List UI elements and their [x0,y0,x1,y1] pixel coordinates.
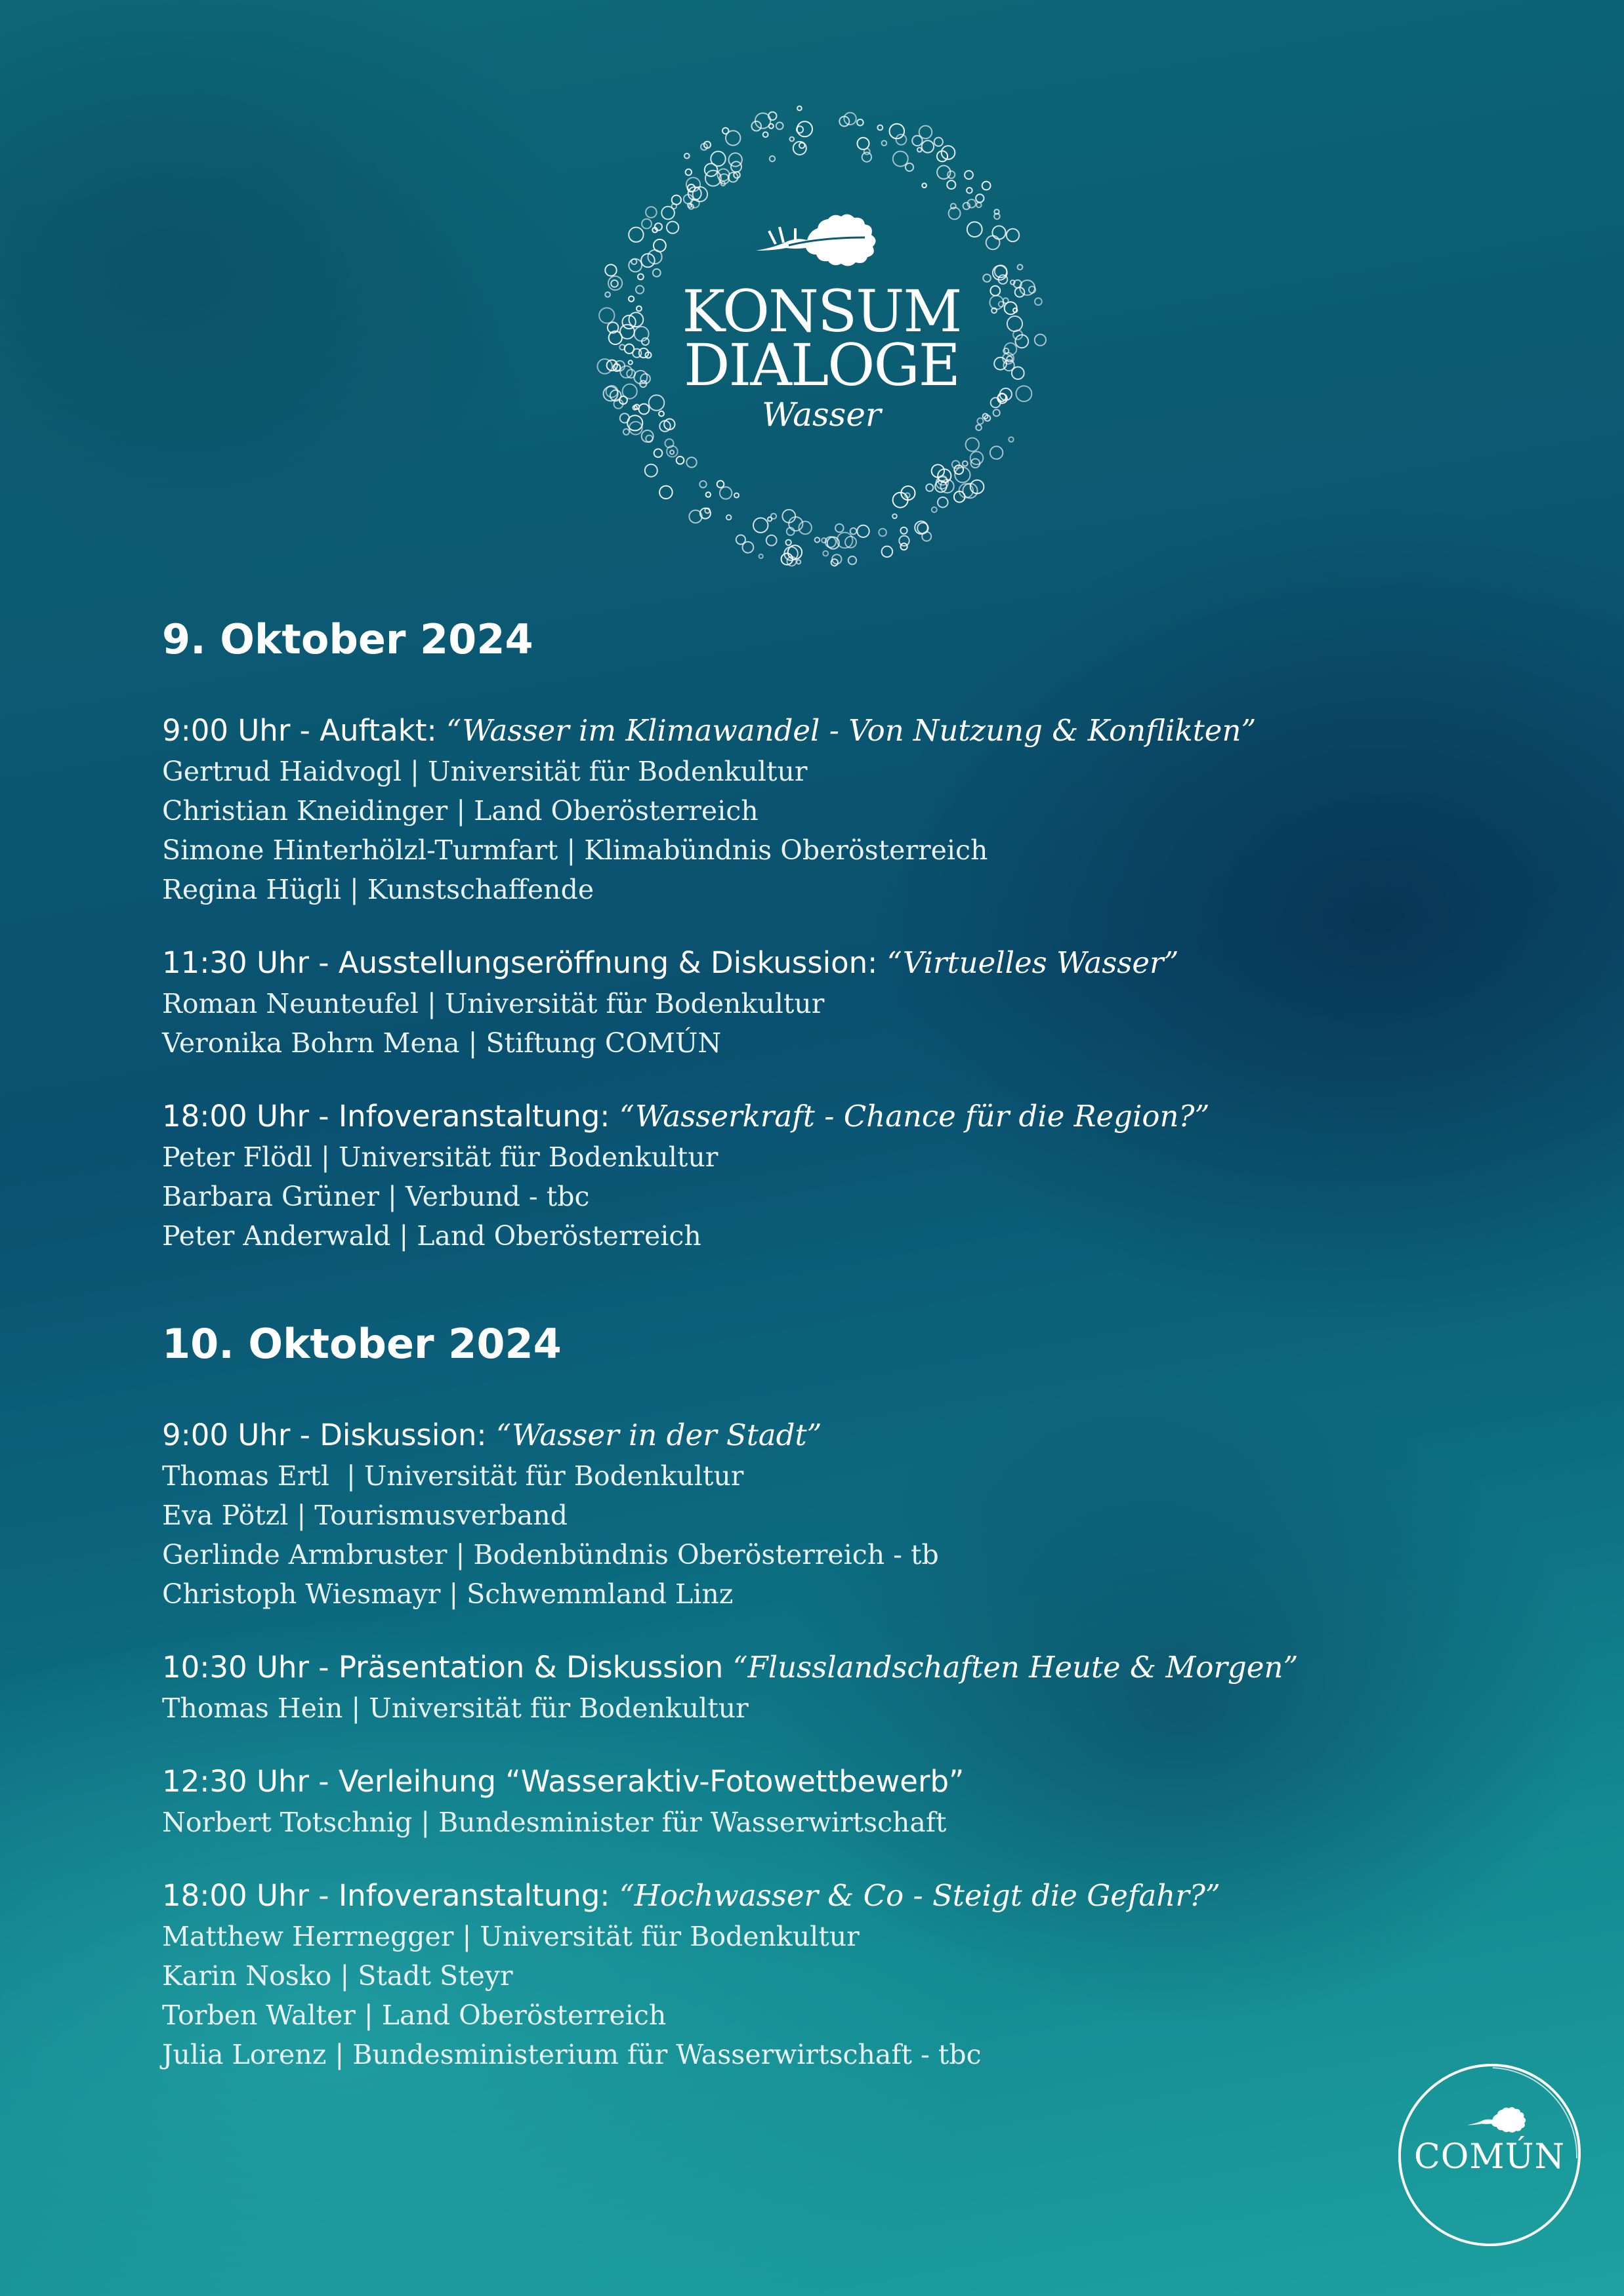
session-time: 9:00 Uhr [162,1418,291,1452]
session-block [162,1647,1474,1728]
session-time: 11:30 Uhr [162,945,309,980]
time-separator: - [308,1764,339,1799]
speaker-line: Julia Lorenz | Bundesministerium für Wasserwirtschaft - tbc [162,2039,982,2070]
session-topic: “Wasserkraft - Chance für die Region?” [619,1099,1210,1134]
speaker-line: Simone Hinterhölzl-Turmfart | Klimabündnis Oberösterreich [162,834,988,866]
speaker-line: Karin Nosko | Stadt Steyr [162,1960,513,1992]
session-block [162,1414,1474,1614]
session-heading [162,1875,1474,1917]
event-logo [588,92,1055,577]
session-time: 9:00 Uhr [162,713,291,748]
session-topic: “Virtuelles Wasser” [886,945,1179,980]
speaker-line: Christian Kneidinger | Land Oberösterreich [162,795,759,827]
speaker-line: Gerlinde Armbruster | Bodenbündnis Oberösterreich - tb [162,1539,939,1570]
speaker-line: Peter Anderwald | Land Oberösterreich [162,1220,701,1252]
comun-logo [1394,2060,1585,2250]
time-separator: - [308,1650,339,1685]
session-time: 18:00 Uhr [162,1878,309,1913]
session-block [162,1096,1474,1256]
speaker-line: Gertrud Haidvogl | Universität für Bodenkultur [162,756,808,787]
session-type: Infoveranstaltung: [338,1878,619,1913]
speaker-line: Thomas Ertl | Universität für Bodenkultur [162,1460,744,1492]
time-separator: - [290,1418,320,1452]
day-title: 10. Oktober 2024 [162,1320,562,1368]
session-topic: “Wasser in der Stadt” [495,1418,822,1452]
session-type: Infoveranstaltung: [338,1099,619,1134]
time-separator: - [308,945,339,980]
session-heading [162,942,1474,984]
day-title: 9. Oktober 2024 [162,615,533,663]
session-block [162,942,1474,1063]
logo-subtitle: Wasser [762,396,881,434]
session-topic: “Hochwasser & Co - Steigt die Gefahr?” [619,1878,1220,1913]
time-separator: - [308,1099,339,1134]
session-type: Präsentation & Diskussion [338,1650,733,1685]
speaker-line: Matthew Herrnegger | Universität für Bodenkultur [162,1921,860,1952]
speaker-line: Eva Pötzl | Tourismusverband [162,1500,568,1531]
speaker-line: Peter Flödl | Universität für Bodenkultur [162,1141,718,1173]
speaker-line: Barbara Grüner | Verbund - tbc [162,1181,590,1212]
oak-leaf-icon [1463,2106,1529,2135]
session-block [162,710,1474,909]
time-separator: - [290,713,320,748]
program-schedule [162,610,1474,2074]
speaker-line: Roman Neunteufel | Universität für Bodenkultur [162,988,825,1019]
speaker-line: Regina Hügli | Kunstschaffende [162,874,594,905]
session-block [162,1875,1474,2074]
session-heading [162,1414,1474,1456]
session-topic: “Wasser im Klimawandel - Von Nutzung & Konflikten” [446,713,1257,748]
speaker-line: Norbert Totschnig | Bundesminister für Wasserwirtschaft [162,1807,947,1838]
time-separator: - [308,1878,339,1913]
session-type: Diskussion: [320,1418,496,1452]
session-time: 12:30 Uhr [162,1764,309,1799]
session-type: Auftakt: [320,713,446,748]
session-block [162,1761,1474,1842]
session-heading [162,710,1474,752]
logo-title-line2: DIALOGE [684,331,959,399]
session-topic: “Flusslandschaften Heute & Morgen” [732,1650,1299,1685]
speaker-line: Christoph Wiesmayr | Schwemmland Linz [162,1578,734,1610]
session-time: 18:00 Uhr [162,1099,309,1134]
session-type: Verleihung “Wasseraktiv-Fotowettbewerb” [338,1764,965,1799]
speaker-line: Thomas Hein | Universität für Bodenkultur [162,1692,749,1724]
comun-logo-label: COMÚN [1414,2137,1565,2177]
session-heading [162,1096,1474,1138]
logo-title-line1: KONSUM [682,277,961,345]
speaker-line: Veronika Bohrn Mena | Stiftung COMÚN [162,1027,722,1059]
session-time: 10:30 Uhr [162,1650,309,1685]
session-type: Ausstellungseröffnung & Diskussion: [338,945,887,980]
oak-leaf-icon [749,211,881,270]
session-heading [162,1647,1474,1689]
speaker-line: Torben Walter | Land Oberösterreich [162,1999,667,2031]
session-heading [162,1761,1474,1803]
